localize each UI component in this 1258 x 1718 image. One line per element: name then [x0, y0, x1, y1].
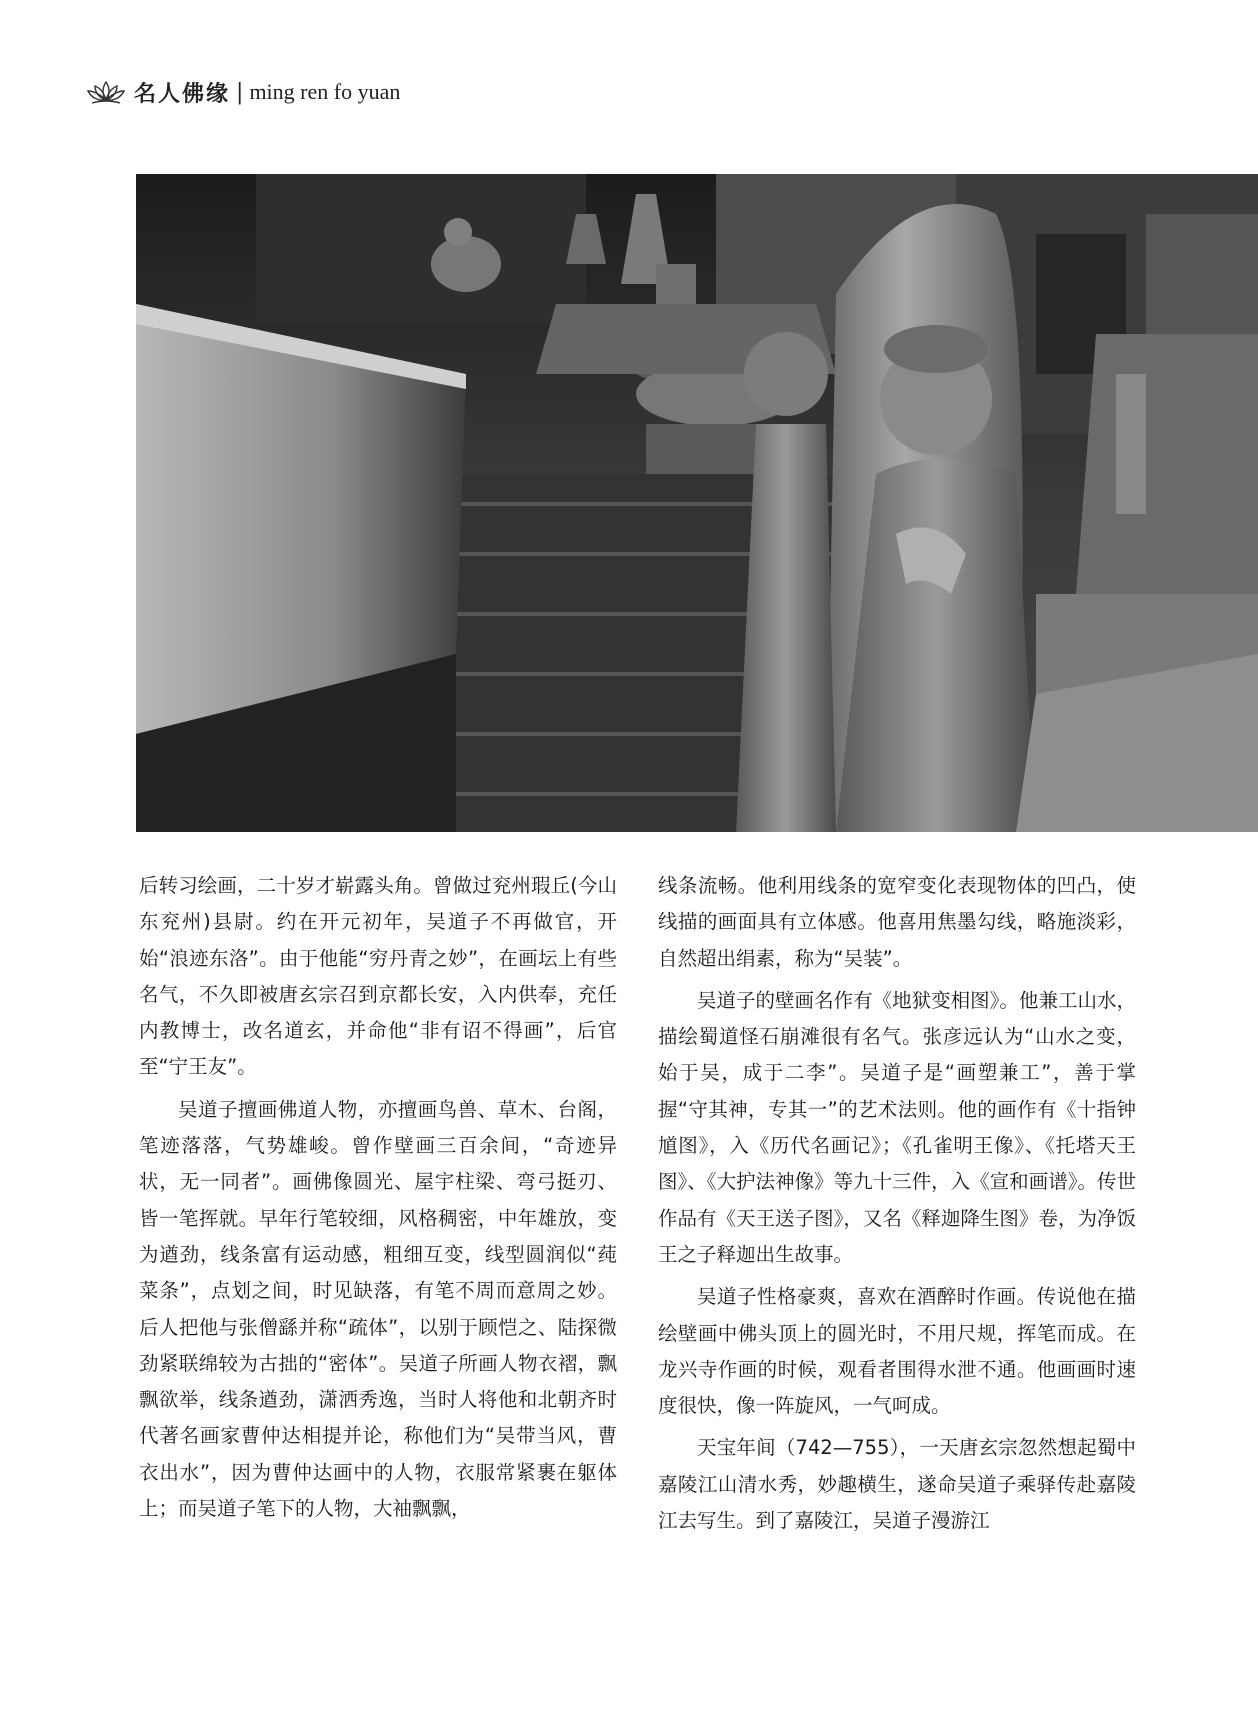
- paragraph: 后转习绘画，二十岁才崭露头角。曾做过兖州瑕丘(今山东兖州)县尉。约在开元初年，吴道子不再做官，开始“浪迹东洛”。由于他能“穷丹青之妙”，在画坛上有些名气，不久即被唐玄宗召到京都长安，入内供奉，充任内教博士，改名道玄，并命他“非有诏不得画”，后官至“宁王友”。: [139, 874, 617, 1079]
- paragraph: 吴道子擅画佛道人物，亦擅画鸟兽、草木、台阁，笔迹落落，气势雄峻。曾作壁画三百余间，“奇迹异状，无一同者”。画佛像圆光、屋宇柱梁、弯弓挺刃、皆一笔挥就。早年行笔较细，风格稠密，中年雄放，变为遒劲，线条富有运动感，粗细互变，线型圆润似“莼菜条”，点划之间，时见缺落，有笔不周而意周之妙。后人把他与张僧繇并称“疏体”，以别于顾恺之、陆探微劲紧联绵较为古拙的“密体”。吴道子所画人物衣褶，飘飘欲举，线条遒劲，潇洒秀逸，当时人将他和北朝齐时代著名画家曹仲达相提并论，称他们为“吴带当风，曹衣出水”，因为曹仲达画中的人物，衣服常紧裹在躯体上；而吴道子笔下的人物，大袖飘飘，: [139, 1097, 617, 1521]
- right-text-column: [658, 868, 1136, 1545]
- paragraph: 吴道子性格豪爽，喜欢在酒醉时作画。传说他在描绘壁画中佛头顶上的圆光时，不用尺规，挥笔而成。在龙兴寺作画的时候，观看者围得水泄不通。他画画时速度很快，像一阵旋风，一气呵成。: [658, 1285, 1136, 1418]
- section-subtitle: ming ren fo yuan: [249, 79, 401, 104]
- paragraph: 天宝年间（742—755），一天唐玄宗忽然想起蜀中嘉陵江山清水秀，妙趣横生，遂命吴道子乘驿传赴嘉陵江去写生。到了嘉陵江，吴道子漫游江: [658, 1436, 1136, 1533]
- section-title: 名人佛缘: [134, 80, 231, 107]
- lotus-icon: [86, 78, 126, 106]
- buddha-statues-image: [136, 174, 1258, 832]
- paragraph: 线条流畅。他利用线条的宽窄变化表现物体的凹凸，使线描的画面具有立体感。他喜用焦墨勾线，略施淡彩，自然超出绢素，称为“吴装”。: [658, 874, 1136, 970]
- left-text-column: [139, 868, 617, 1533]
- paragraph: 吴道子的壁画名作有《地狱变相图》。他兼工山水，描绘蜀道怪石崩滩很有名气。张彦远认为“山水之变，始于吴，成于二李”。吴道子是“画塑兼工”，善于掌握“守其神，专其一”的艺术法则。他的画作有《十指钟馗图》，入《历代名画记》；《孔雀明王像》、《托塔天王图》、《大护法神像》等九十三件，入《宣和画谱》。传世作品有《天王送子图》，又名《释迦降生图》卷，为净饭王之子释迦出生故事。: [658, 988, 1136, 1266]
- header-separator: |: [236, 79, 244, 105]
- page-header: [86, 76, 400, 108]
- temple-photo: [136, 174, 1258, 832]
